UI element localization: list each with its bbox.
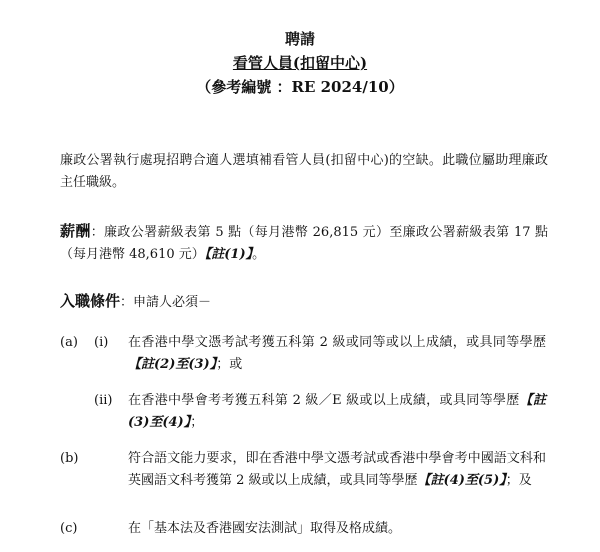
item-a-i-end: ；或 — [216, 357, 243, 372]
reference-number: （參考編號 ：RE 2024/10） — [196, 78, 404, 96]
item-c-text: 在「基本法及香港國安法測試」取得及格成績。 — [128, 521, 402, 536]
item-a-i-mark: (i) — [94, 335, 109, 350]
entry-text: ：申請人必須－ — [120, 295, 212, 310]
salary-paragraph — [60, 220, 548, 266]
salary-text: ：廉政公署薪級表第 5 點（每月港幣 26,815 元）至廉政公署薪級表第 17 點（每月港幣 48,610 元） — [60, 225, 548, 262]
item-c-mark: (c) — [60, 521, 78, 536]
item-b-body: 符合語文能力要求，即在香港中學文憑考試或香港中學會考中國語文科和英國語文科考獲第 2 級或以上成績，或具同等學歷 — [128, 451, 546, 488]
intro-paragraph: 廉政公署執行處現招聘合適人選填補看管人員(扣留中心)的空缺。此職位屬助理廉政主任職級。 — [60, 153, 548, 190]
salary-note: 【註(1)】 — [204, 247, 253, 262]
item-a-ii-note: 【註(3)至(4)】 — [128, 393, 546, 430]
item-a-ii-text — [128, 390, 546, 434]
salary-label: 薪酬 — [60, 222, 91, 240]
item-b-note: 【註(4)至(5)】 — [417, 473, 506, 488]
item-b-end: ；及 — [505, 473, 532, 488]
item-a-i-text — [128, 332, 546, 376]
item-a-ii-end: ； — [190, 415, 204, 430]
entry-requirements-heading — [60, 290, 211, 311]
item-a-i-note: 【註(2)至(3)】 — [128, 357, 217, 372]
item-a-i-body: 在香港中學文憑考試考獲五科第 2 級或同等或以上成績，或具同等學歷 — [128, 335, 546, 350]
salary-end: 。 — [252, 247, 266, 262]
item-b-mark: (b) — [60, 451, 79, 466]
item-a-mark: (a) — [60, 335, 78, 350]
entry-label: 入職條件 — [60, 292, 121, 310]
item-a-ii-body: 在香港中學會考考獲五科第 2 級／E 級或以上成績，或具同等學歷 — [128, 393, 520, 408]
position-title: 看管人員(扣留中心) — [232, 54, 368, 72]
document-title: 聘請 — [284, 30, 315, 48]
item-a-ii-mark: (ii) — [94, 393, 113, 408]
item-b-text — [128, 448, 546, 492]
